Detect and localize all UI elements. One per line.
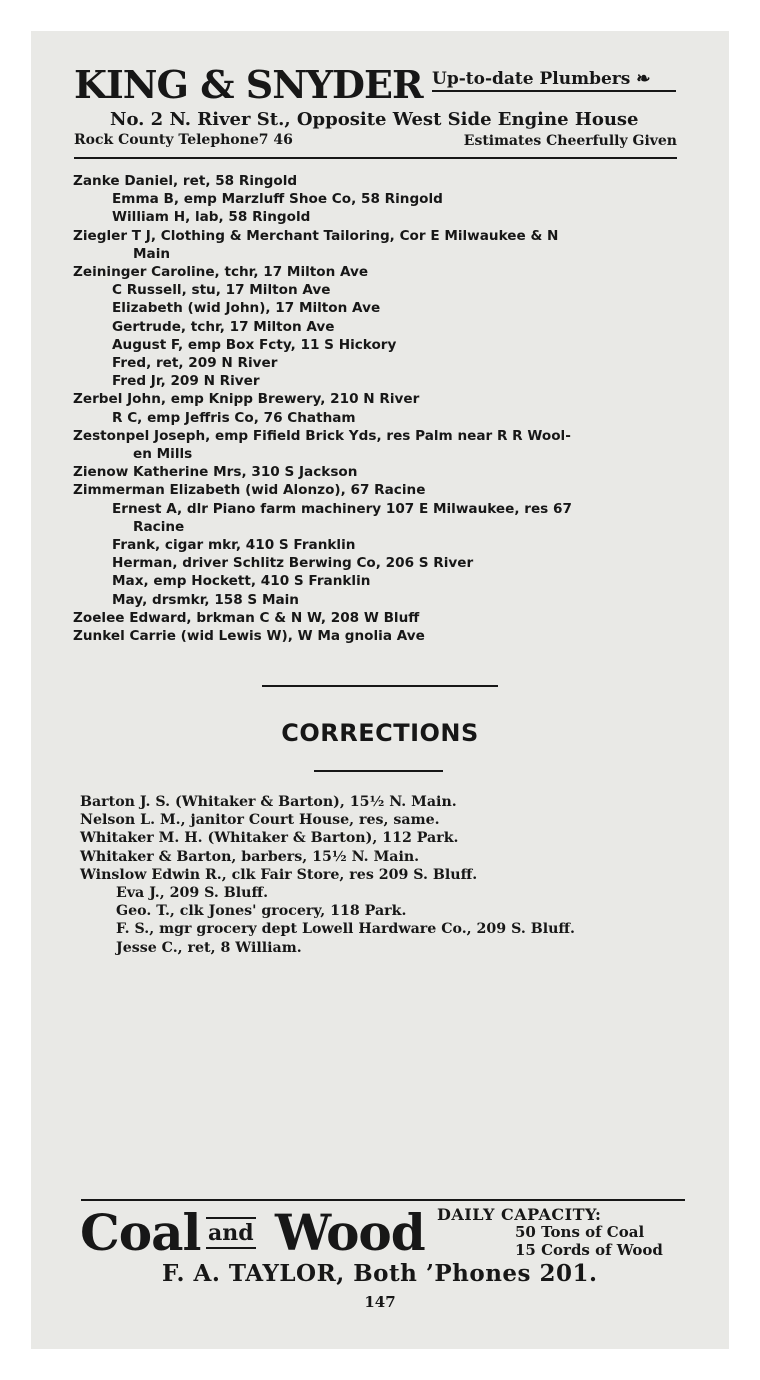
corrections-title-underline (314, 770, 443, 772)
header-ad-tagline: Up-to-date Plumbers ❧ (432, 69, 676, 92)
footer-ad-capacity-coal: 50 Tons of Coal (515, 1223, 645, 1241)
directory-entry (73, 299, 685, 317)
directory-entry-text: Zimmerman Elizabeth (wid Alonzo), 67 Racine (73, 482, 426, 499)
footer-ad-coal: Coal (80, 1203, 201, 1262)
correction-entry: Nelson L. M., janitor Court House, res, same. (80, 812, 440, 829)
header-ad-estimates: Estimates Cheerfully Given (463, 133, 677, 149)
header-divider (74, 157, 677, 159)
directory-entry-text: Zunkel Carrie (wid Lewis W), W Ma gnolia Ave (73, 628, 425, 645)
directory-entry-text: Max, emp Hockett, 410 S Franklin (112, 573, 371, 590)
directory-entry (73, 336, 685, 354)
directory-entry-text: William H, lab, 58 Ringold (112, 209, 311, 226)
directory-entry (73, 627, 685, 645)
directory-entry (73, 281, 685, 299)
directory-entry-text: C Russell, stu, 17 Milton Ave (112, 282, 331, 299)
directory-entry-text: Zeininger Caroline, tchr, 17 Milton Ave (73, 264, 369, 281)
directory-page (31, 31, 729, 1349)
directory-entry (73, 190, 685, 208)
directory-entry-text: Zestonpel Joseph, emp Fifield Brick Yds, res Palm near R R Wool- (73, 427, 571, 444)
directory-entry-text: Fred Jr, 209 N River (112, 373, 260, 390)
directory-entry (73, 372, 685, 390)
directory-entry-text: Frank, cigar mkr, 410 S Franklin (112, 537, 356, 554)
directory-entry-text: Fred, ret, 209 N River (112, 355, 278, 372)
directory-entry (73, 172, 685, 190)
directory-entry-text: Ernest A, dlr Piano farm machinery 107 E Milwaukee, res 67 (112, 500, 572, 517)
directory-entry-continuation: en Mills (133, 446, 193, 463)
directory-entry (73, 227, 685, 263)
correction-entry: F. S., mgr grocery dept Lowell Hardware Co., 209 S. Bluff. (116, 921, 575, 938)
directory-entry (73, 554, 685, 572)
corrections-list (80, 793, 680, 957)
directory-entry-continuation: Racine (133, 518, 185, 535)
page-number: 147 (364, 1293, 396, 1311)
directory-entry-text: R C, emp Jeffris Co, 76 Chatham (112, 409, 356, 426)
footer-ad-capacity-wood: 15 Cords of Wood (515, 1241, 663, 1259)
directory-entry (73, 500, 685, 536)
directory-entry-text: Zienow Katherine Mrs, 310 S Jackson (73, 464, 358, 481)
correction-entry: Whitaker & Barton, barbers, 15½ N. Main. (80, 848, 420, 865)
footer-ad-wood: Wood (275, 1203, 425, 1262)
corrections-title: CORRECTIONS (281, 719, 479, 747)
correction-entry: Eva J., 209 S. Bluff. (116, 885, 269, 902)
directory-entry-text: Gertrude, tchr, 17 Milton Ave (112, 318, 335, 335)
directory-entry (73, 481, 685, 499)
directory-entry (73, 263, 685, 281)
correction-entry: Jesse C., ret, 8 William. (116, 939, 302, 956)
directory-entry-text: Ziegler T J, Clothing & Merchant Tailoring, Cor E Milwaukee & N (73, 227, 559, 244)
directory-entry (73, 409, 685, 427)
directory-entry (73, 463, 685, 481)
correction-entry: Geo. T., clk Jones' grocery, 118 Park. (116, 903, 407, 920)
directory-entry (73, 591, 685, 609)
directory-entry (73, 318, 685, 336)
correction-entry: Barton J. S. (Whitaker & Barton), 15½ N. Main. (80, 794, 457, 810)
directory-entry-text: Elizabeth (wid John), 17 Milton Ave (112, 300, 381, 317)
directory-entry (73, 208, 685, 226)
section-divider (262, 685, 498, 687)
correction-entry: Winslow Edwin R., clk Fair Store, res 209 S. Bluff. (80, 866, 478, 883)
directory-entry (73, 536, 685, 554)
directory-entry (73, 572, 685, 590)
directory-list (73, 172, 685, 645)
directory-entry-text: Herman, driver Schlitz Berwing Co, 206 S River (112, 555, 474, 572)
footer-ad-capacity-label: DAILY CAPACITY: (437, 1205, 602, 1224)
directory-entry-text: Emma B, emp Marzluff Shoe Co, 58 Ringold (112, 191, 443, 208)
directory-entry-text: Zoelee Edward, brkman C & N W, 208 W Bluff (73, 609, 420, 626)
footer-ad-contact: F. A. TAYLOR, Both ’Phones 201. (162, 1260, 598, 1287)
directory-entry-text: Zanke Daniel, ret, 58 Ringold (73, 173, 298, 189)
directory-entry (73, 390, 685, 408)
header-ad-address: No. 2 N. River St., Opposite West Side Engine House (110, 109, 639, 130)
directory-entry (73, 609, 685, 627)
directory-entry (73, 354, 685, 372)
header-ad-telephone: Rock County Telephone7 46 (74, 132, 293, 148)
directory-entry-text: Zerbel John, emp Knipp Brewery, 210 N River (73, 391, 420, 408)
footer-ad-and: and (206, 1217, 256, 1249)
directory-entry-continuation: Main (133, 245, 171, 262)
directory-entry-text: May, drsmkr, 158 S Main (112, 591, 299, 608)
footer-divider (81, 1199, 685, 1201)
correction-entry: Whitaker M. H. (Whitaker & Barton), 112 Park. (80, 830, 459, 847)
header-ad-title: KING & SNYDER (74, 62, 423, 107)
directory-entry (73, 427, 685, 463)
directory-entry-text: August F, emp Box Fcty, 11 S Hickory (112, 336, 397, 353)
